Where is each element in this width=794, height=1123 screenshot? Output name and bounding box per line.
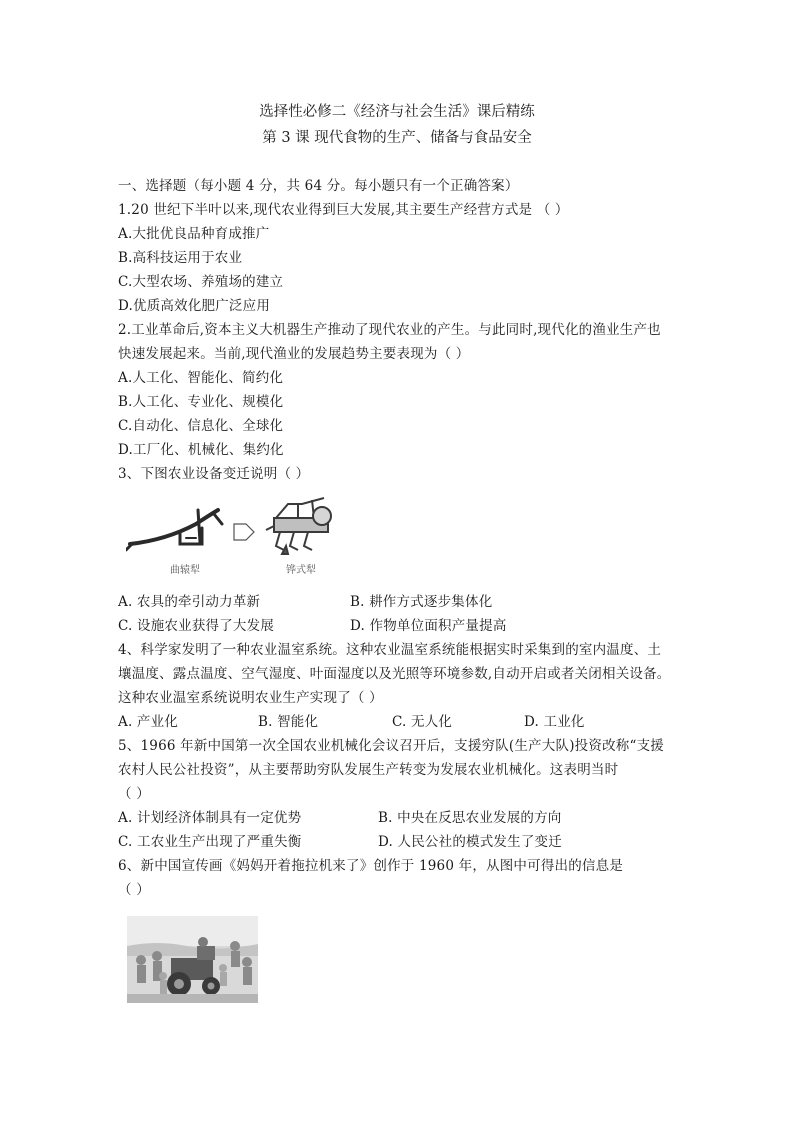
lesson-subtitle: 第 3 课 现代食物的生产、储备与食品安全 xyxy=(262,130,532,146)
q2-stem-line1: 2.工业革命后,资本主义大机器生产推动了现代农业的产生。与此同时,现代化的渔业生产也 xyxy=(118,322,661,338)
q5-stem-line2: 农村人民公社投资”，从主要帮助穷队发展生产转变为发展农业机械化。这表明当时 xyxy=(118,762,619,778)
document-title: 选择性必修二《经济与社会生活》课后精练 xyxy=(259,104,535,120)
q3-stem: 3、下图农业设备变迁说明（ ） xyxy=(118,466,310,482)
curved-shaft-plough-icon xyxy=(126,510,222,550)
q5-stem-line1: 5、1966 年新中国第一次全国农业机械化会议召开后，支援穷队(生产大队)投资改称“支援 xyxy=(118,738,664,754)
figure-caption-share-plough: 铧式犁 xyxy=(286,565,316,576)
plough-evolution-figure xyxy=(126,494,338,560)
figure-caption-curved-plough: 曲辕犁 xyxy=(170,565,200,576)
section-heading: 一、选择题（每小题 4 分，共 64 分。每小题只有一个正确答案） xyxy=(118,178,519,194)
q2-stem-line2: 快速发展起来。当前,现代渔业的发展趋势主要表现为（ ） xyxy=(118,346,470,362)
q4-stem-line3: 这种农业温室系统说明农业生产实现了（ ） xyxy=(118,690,383,706)
q4-option-b: B. 智能化 xyxy=(258,714,319,730)
q1-option-d: D.优质高效化肥广泛应用 xyxy=(118,298,271,314)
tractor-poster-image xyxy=(127,916,258,1003)
q6-stem-line2: （ ） xyxy=(118,882,150,898)
q4-stem-line2: 壤温度、露点温度、空气湿度、叶面湿度以及光照等环境参数,自动开启或者关闭相关设备。 xyxy=(118,666,671,682)
q1-option-b: B.高科技运用于农业 xyxy=(118,250,243,266)
share-plough-icon xyxy=(266,498,331,554)
q6-stem-line1: 6、新中国宣传画《妈妈开着拖拉机来了》创作于 1960 年，从图中可得出的信息是 xyxy=(118,858,624,874)
q2-option-a: A.人工化、智能化、简约化 xyxy=(118,370,284,386)
q1-stem: 1.20 世纪下半叶以来,现代农业得到巨大发展,其主要生产经营方式是 （ ） xyxy=(118,202,569,218)
q5-stem-line3: （ ） xyxy=(118,786,150,802)
q1-option-a: A.大批优良品种育成推广 xyxy=(118,226,270,242)
q4-option-a: A. 产业化 xyxy=(118,714,179,730)
q5-option-a: A. 计划经济体制具有一定优势 xyxy=(118,810,302,826)
q3-option-c: C. 设施农业获得了大发展 xyxy=(118,618,275,634)
q5-option-b: B. 中央在反思农业发展的方向 xyxy=(378,810,562,826)
q3-option-d: D. 作物单位面积产量提高 xyxy=(350,618,507,634)
q3-option-a: A. 农具的牵引动力革新 xyxy=(118,594,261,610)
q2-option-d: D.工厂化、机械化、集约化 xyxy=(118,442,284,458)
q4-stem-line1: 4、科学家发明了一种农业温室系统。这种农业温室系统能根据实时采集到的室内温度、土 xyxy=(118,642,662,658)
q5-option-c: C. 工农业生产出现了严重失衡 xyxy=(118,834,302,850)
q4-option-d: D. 工业化 xyxy=(524,714,585,730)
arrow-right-icon xyxy=(234,524,254,540)
q2-option-c: C.自动化、信息化、全球化 xyxy=(118,418,284,434)
q3-option-b: B. 耕作方式逐步集体化 xyxy=(350,594,493,610)
q5-option-d: D. 人民公社的模式发生了变迁 xyxy=(378,834,562,850)
q4-option-c: C. 无人化 xyxy=(392,714,453,730)
q1-option-c: C.大型农场、养殖场的建立 xyxy=(118,274,284,290)
q2-option-b: B.人工化、专业化、规模化 xyxy=(118,394,284,410)
